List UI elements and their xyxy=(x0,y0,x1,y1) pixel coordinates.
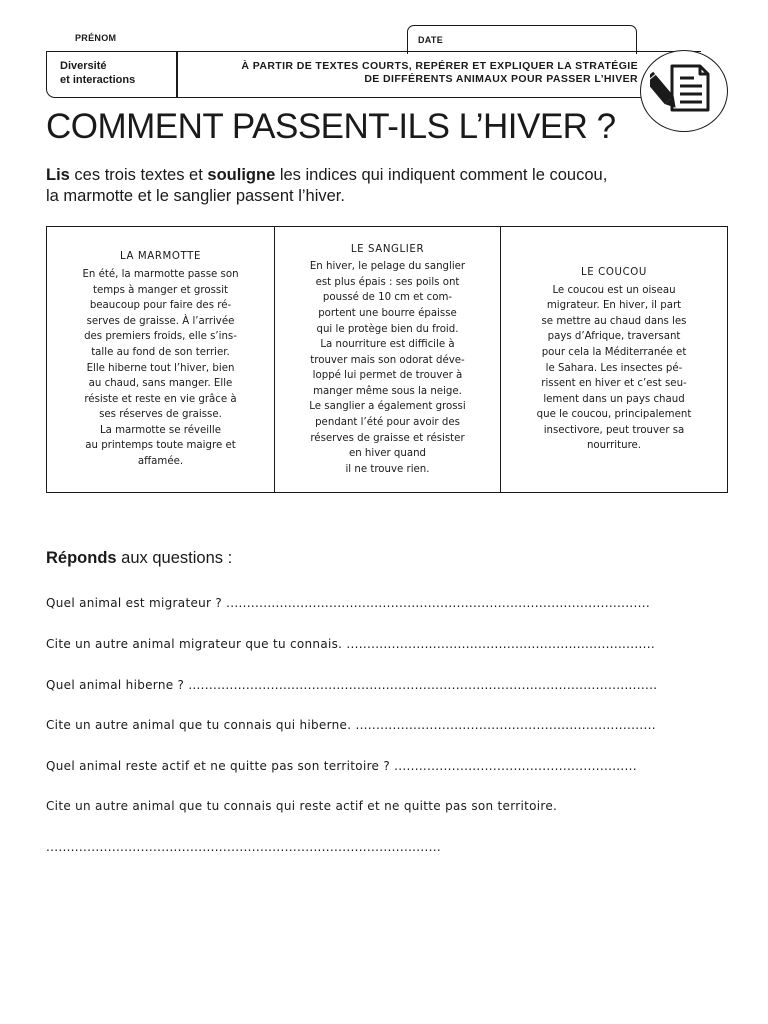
questions-verb: Réponds xyxy=(46,549,117,567)
text-marmotte xyxy=(47,227,275,492)
question-6: Cite un autre animal que tu connais qui reste actif et ne quitte pas son territoire. xyxy=(46,799,558,813)
instruction-part-2: les indices qui indiquent comment le coucou, xyxy=(275,166,608,184)
question-2[interactable]: Cite un autre animal migrateur que tu connais. ........................................................................... xyxy=(46,637,655,651)
instruction-part-1: ces trois textes et xyxy=(69,166,208,184)
text-coucou xyxy=(501,227,727,492)
objective-line-1: À PARTIR DE TEXTES COURTS, REPÉRER ET EXPLIQUER LA STRATÉGIE xyxy=(241,60,638,72)
page-title: COMMENT PASSENT-ILS L’HIVER ? xyxy=(46,107,616,146)
header-divider xyxy=(176,51,178,97)
questions-title-rest: aux questions : xyxy=(116,549,233,567)
domain-label xyxy=(60,59,172,87)
instruction-line-1 xyxy=(46,165,726,186)
domain-line-2: et interactions xyxy=(60,74,136,86)
worksheet-pencil-icon xyxy=(650,58,716,120)
date-label: DATE xyxy=(418,35,444,45)
questions-title xyxy=(46,549,232,568)
text-title-sanglier: LE SANGLIER xyxy=(350,243,425,255)
text-body-sanglier: En hiver, le pelage du sanglier est plus épais : ses poils ont poussé de 10 cm et com- portent une bourre épaisse qui le protège bien du froid. La nourriture est difficile à trouver mais son odorat déve- loppé lui permet de trouver à manger même sous la neige. Le sanglier a également grossi pendant l’été pour avoir des réserves de graisse et résister en hiver quand il ne trouve rien. xyxy=(309,261,466,475)
question-1[interactable]: Quel animal est migrateur ? ....................................................................................................... xyxy=(46,596,650,610)
text-title-coucou: LE COUCOU xyxy=(581,266,647,278)
domain-line-1: Diversité xyxy=(60,60,107,72)
instruction-verb-lis: Lis xyxy=(46,166,70,184)
text-body-coucou: Le coucou est un oiseau migrateur. En hiver, il part se mettre au chaud dans les pays d’Afrique, traversant pour cela la Méditerranée et le Sahara. Les insectes pé- rissent en hiver et c’est seu- lement dans un pays chaud que le coucou, principalement insectivore, peut trouver sa nourriture. xyxy=(536,284,692,452)
question-4[interactable]: Cite un autre animal que tu connais qui hiberne. ......................................................................... xyxy=(46,718,656,732)
instruction-line-2: la marmotte et le sanglier passent l’hiver. xyxy=(46,187,345,205)
question-3[interactable]: Quel animal hiberne ? .................................................................................................................. xyxy=(46,678,658,692)
answer-line-6[interactable]: ................................................................................................ xyxy=(46,840,441,854)
question-5[interactable]: Quel animal reste actif et ne quitte pas son territoire ? ........................................................... xyxy=(46,759,637,773)
texts-table xyxy=(46,226,728,493)
objective-text xyxy=(190,60,638,86)
instruction xyxy=(46,165,726,207)
text-sanglier xyxy=(275,227,501,492)
objective-line-2: DE DIFFÉRENTS ANIMAUX POUR PASSER L’HIVER xyxy=(364,73,638,85)
text-body-marmotte: En été, la marmotte passe son temps à manger et grossit beaucoup pour faire des ré- serves de graisse. À l’arrivée des premiers froids, elle s’ins- talle au fond de son terrier. Elle hiberne tout l’hiver, bien au chaud, sans manger. Elle résiste et reste en vie grâce à ses réserves de graisse. La marmotte se réveille au printemps toute maigre et affamée. xyxy=(82,268,239,468)
text-title-marmotte: LA MARMOTTE xyxy=(119,251,202,263)
prenom-label: PRÉNOM xyxy=(75,33,117,43)
instruction-verb-souligne: souligne xyxy=(207,166,276,184)
